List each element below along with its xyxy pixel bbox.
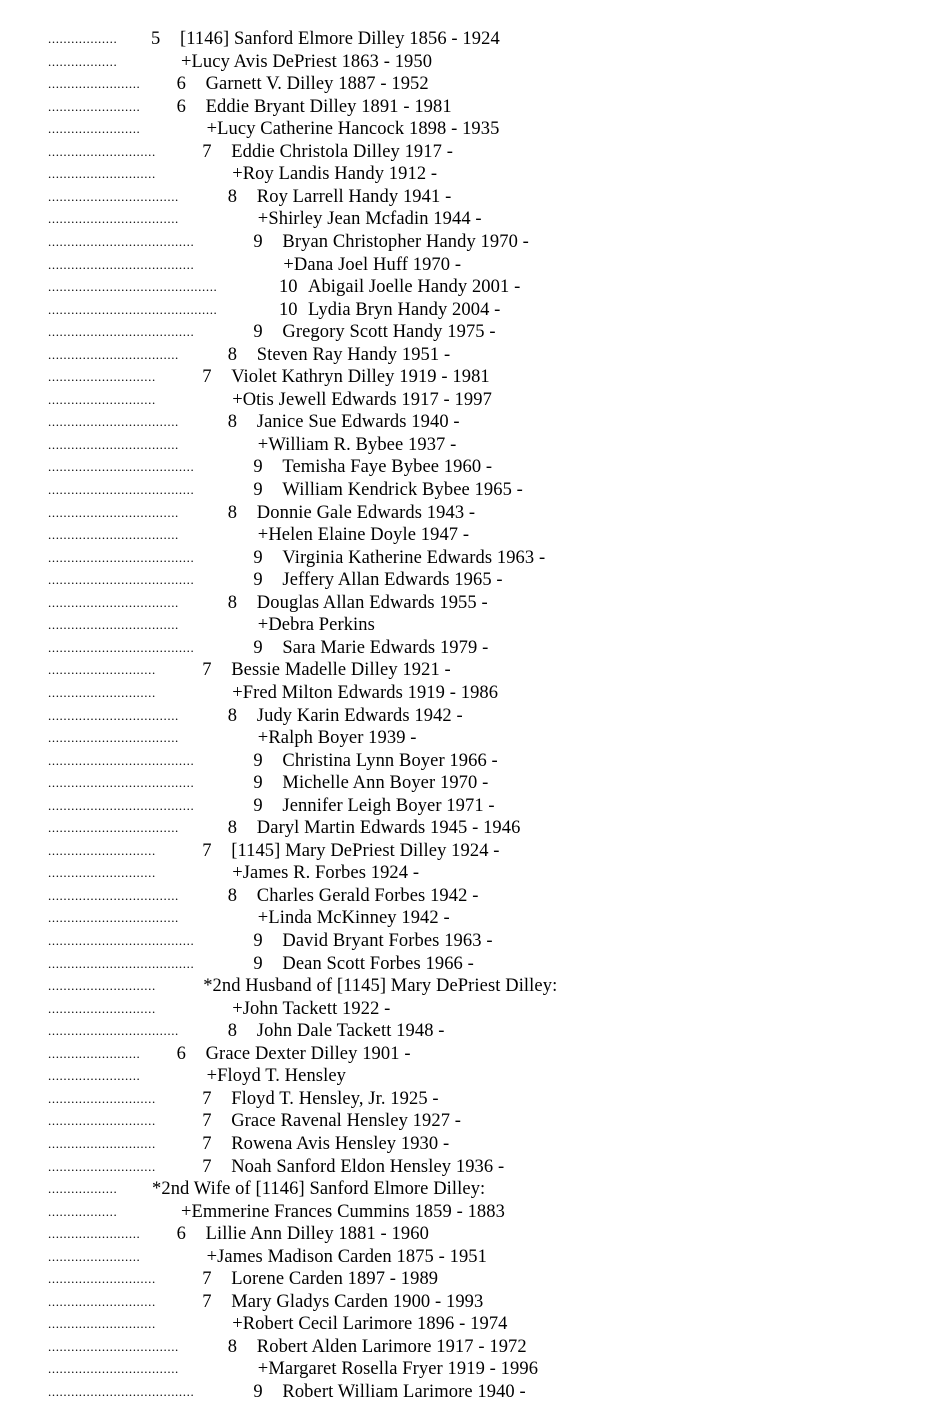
person-entry: Jeffery Allan Edwards 1965 -: [282, 570, 503, 591]
leader-dots: ..................................: [48, 188, 179, 204]
person-entry: Grace Dexter Dilley 1901 -: [205, 1043, 411, 1064]
person-entry: Eddie Bryant Dilley 1891 - 1981: [205, 96, 452, 117]
spouse-entry: +Margaret Rosella Fryer 1919 - 1996: [257, 1359, 539, 1380]
generation-number: 9: [253, 547, 263, 568]
leader-dots: ............................: [48, 1293, 156, 1309]
person-entry: Lydia Bryn Handy 2004 -: [308, 299, 501, 320]
leader-dots: ........................: [48, 1045, 141, 1061]
relationship-note: *2nd Wife of [1146] Sanford Elmore Dilley:: [152, 1179, 486, 1200]
generation-number: 9: [253, 480, 263, 500]
person-entry: Lorene Carden 1897 - 1989: [231, 1269, 439, 1290]
person-entry: Garnett V. Dilley 1887 - 1952: [205, 74, 429, 95]
person-entry: Virginia Katherine Edwards 1963 -: [282, 547, 546, 568]
person-entry: Abigail Joelle Handy 2001 -: [308, 277, 521, 298]
leader-dots: ............................: [48, 143, 156, 159]
leader-dots: ..................................: [48, 346, 179, 362]
leader-dots: ............................: [48, 662, 156, 678]
person-entry: Jennifer Leigh Boyer 1971 -: [282, 795, 495, 816]
leader-dots: ......................................: [48, 324, 195, 340]
leader-dots: ..................................: [48, 730, 179, 746]
generation-number: 8: [227, 592, 238, 613]
leader-dots: ......................................: [48, 639, 195, 655]
person-entry: Temisha Faye Bybee 1960 -: [282, 457, 493, 478]
person-entry: Gregory Scott Handy 1975 -: [282, 322, 496, 343]
spouse-entry: +Lucy Avis DePriest 1863 - 1950: [181, 51, 433, 72]
spouse-entry: +Dana Joel Huff 1970 -: [283, 254, 462, 275]
person-entry: Mary Gladys Carden 1900 - 1993: [231, 1291, 484, 1312]
spouse-entry: +James Madison Carden 1875 - 1951: [206, 1246, 487, 1267]
generation-number: 9: [253, 931, 263, 951]
generation-number: 8: [227, 1021, 238, 1042]
leader-dots: ........................: [48, 1068, 141, 1084]
generation-number: 7: [202, 1088, 212, 1109]
person-entry: Robert Alden Larimore 1917 - 1972: [256, 1336, 527, 1357]
person-entry: Donnie Gale Edwards 1943 -: [256, 502, 476, 523]
leader-dots: ............................: [48, 1113, 156, 1129]
generation-number: 9: [253, 570, 263, 591]
generation-number: 8: [227, 186, 238, 207]
person-entry: William Kendrick Bybee 1965 -: [282, 480, 523, 500]
spouse-entry: +Ralph Boyer 1939 -: [257, 728, 417, 749]
leader-dots: ......................................: [48, 752, 195, 768]
person-entry: Douglas Allan Edwards 1955 -: [256, 592, 488, 613]
spouse-entry: +Floyd T. Hensley: [206, 1066, 346, 1087]
leader-dots: ..................................: [48, 436, 179, 452]
generation-number: 8: [227, 705, 238, 726]
person-entry: Dean Scott Forbes 1966 -: [282, 953, 474, 974]
generation-number: 8: [227, 344, 238, 365]
spouse-entry: +Debra Perkins: [257, 615, 375, 636]
leader-dots: ............................: [48, 1316, 156, 1332]
leader-dots: ............................: [48, 978, 156, 994]
generation-number: 9: [253, 322, 263, 343]
person-entry: Eddie Christola Dilley 1917 -: [231, 141, 453, 162]
person-entry: Robert William Larimore 1940 -: [282, 1382, 526, 1402]
leader-dots: ..................: [48, 1181, 118, 1197]
spouse-entry: +Shirley Jean Mcfadin 1944 -: [257, 209, 482, 230]
leader-dots: ............................: [48, 1135, 156, 1151]
leader-dots: ............................: [48, 842, 156, 858]
spouse-entry: +Helen Elaine Doyle 1947 -: [257, 525, 470, 546]
person-entry: Daryl Martin Edwards 1945 - 1946: [256, 818, 521, 839]
person-entry: Lillie Ann Dilley 1881 - 1960: [205, 1224, 429, 1245]
leader-dots: ............................: [48, 1158, 156, 1174]
leader-dots: ..................................: [48, 1338, 179, 1354]
leader-dots: ........................: [48, 98, 141, 114]
spouse-entry: +William R. Bybee 1937 -: [257, 434, 457, 455]
generation-number: 10: [279, 277, 298, 298]
leader-dots: ........................: [48, 121, 141, 137]
leader-dots: ............................: [48, 166, 156, 182]
spouse-entry: +James R. Forbes 1924 -: [232, 863, 420, 884]
generation-number: 9: [253, 231, 263, 252]
generation-number: 9: [253, 637, 263, 658]
generation-number: 7: [202, 660, 212, 681]
person-entry: Sara Marie Edwards 1979 -: [282, 637, 489, 658]
person-entry: Bessie Madelle Dilley 1921 -: [231, 660, 451, 681]
leader-dots: ..................................: [48, 887, 179, 903]
spouse-entry: +Otis Jewell Edwards 1917 - 1997: [232, 389, 492, 410]
generation-number: 8: [227, 1336, 238, 1357]
leader-dots: ..................: [48, 31, 118, 46]
leader-dots: ......................................: [48, 1384, 195, 1399]
person-entry: Rowena Avis Hensley 1930 -: [231, 1133, 450, 1154]
generation-number: 9: [253, 953, 263, 974]
leader-dots: ......................................: [48, 955, 195, 971]
generation-number: 7: [202, 1111, 212, 1132]
generation-number: 6: [176, 1043, 186, 1064]
person-entry: Bryan Christopher Handy 1970 -: [282, 231, 529, 252]
person-entry: Christina Lynn Boyer 1966 -: [282, 750, 498, 771]
spouse-entry: +Roy Landis Handy 1912 -: [232, 164, 438, 185]
generation-number: 9: [253, 773, 263, 794]
leader-dots: ..................................: [48, 414, 179, 430]
leader-dots: ......................................: [48, 797, 195, 813]
leader-dots: ............................: [48, 684, 156, 700]
leader-dots: ..................................: [48, 910, 179, 926]
person-entry: Grace Ravenal Hensley 1927 -: [231, 1111, 462, 1132]
leader-dots: ......................................: [48, 233, 195, 249]
generation-number: 7: [202, 1133, 212, 1154]
leader-dots: ............................: [48, 369, 156, 385]
leader-dots: ........................: [48, 76, 141, 92]
leader-dots: ......................................: [48, 459, 195, 475]
leader-dots: ..................................: [48, 527, 179, 543]
leader-dots: ..................: [48, 53, 118, 69]
person-entry: Michelle Ann Boyer 1970 -: [282, 773, 489, 794]
person-entry: [1146] Sanford Elmore Dilley 1856 - 1924: [180, 29, 500, 49]
generation-number: 7: [202, 840, 212, 861]
person-entry: [1145] Mary DePriest Dilley 1924 -: [231, 840, 500, 861]
generation-number: 9: [253, 457, 263, 478]
spouse-entry: +Robert Cecil Larimore 1896 - 1974: [232, 1314, 508, 1335]
leader-dots: ..................................: [48, 594, 179, 610]
spouse-entry: +Emmerine Frances Cummins 1859 - 1883: [181, 1201, 505, 1222]
leader-dots: ............................................: [48, 301, 218, 317]
leader-dots: ............................: [48, 1090, 156, 1106]
leader-dots: ............................: [48, 1000, 156, 1016]
person-entry: Roy Larrell Handy 1941 -: [256, 186, 452, 207]
leader-dots: ..................................: [48, 617, 179, 633]
leader-dots: ......................................: [48, 482, 195, 497]
leader-dots: ............................................: [48, 279, 218, 295]
generation-number: 9: [253, 795, 263, 816]
generation-number: 7: [202, 1291, 212, 1312]
spouse-entry: +Linda McKinney 1942 -: [257, 908, 450, 929]
spouse-entry: +Lucy Catherine Hancock 1898 - 1935: [206, 119, 500, 140]
person-entry: David Bryant Forbes 1963 -: [282, 931, 493, 951]
spouse-entry: +John Tackett 1922 -: [232, 998, 391, 1019]
leader-dots: ..................................: [48, 707, 179, 723]
leader-dots: ..................: [48, 1203, 118, 1219]
leader-dots: ..................................: [48, 1023, 179, 1039]
person-entry: Noah Sanford Eldon Hensley 1936 -: [231, 1156, 505, 1177]
relationship-note: *2nd Husband of [1145] Mary DePriest Dilley:: [203, 976, 558, 997]
person-entry: Floyd T. Hensley, Jr. 1925 -: [231, 1088, 439, 1109]
generation-number: 7: [202, 1269, 212, 1290]
leader-dots: ..................................: [48, 504, 179, 520]
generation-number: 6: [176, 74, 186, 95]
leader-dots: ..................................: [48, 820, 179, 836]
leader-dots: ......................................: [48, 256, 195, 272]
generation-number: 10: [279, 299, 298, 320]
person-entry: John Dale Tackett 1948 -: [256, 1021, 445, 1042]
person-entry: Charles Gerald Forbes 1942 -: [256, 885, 479, 906]
leader-dots: ......................................: [48, 933, 195, 948]
generation-number: 7: [202, 141, 212, 162]
leader-dots: ..................................: [48, 211, 179, 227]
leader-dots: ......................................: [48, 572, 195, 588]
leader-dots: ........................: [48, 1248, 141, 1264]
leader-dots: ............................: [48, 391, 156, 407]
generation-number: 9: [253, 1382, 263, 1402]
person-entry: Judy Karin Edwards 1942 -: [256, 705, 463, 726]
leader-dots: ......................................: [48, 775, 195, 791]
leader-dots: ..................................: [48, 1361, 179, 1377]
leader-dots: ......................................: [48, 549, 195, 565]
generation-number: 7: [202, 367, 212, 388]
generation-number: 7: [202, 1156, 212, 1177]
generation-number: 8: [227, 412, 238, 433]
generation-number: 9: [253, 750, 263, 771]
person-entry: Steven Ray Handy 1951 -: [256, 344, 451, 365]
leader-dots: ............................: [48, 1271, 156, 1287]
generation-number: 8: [227, 502, 238, 523]
leader-dots: ............................: [48, 865, 156, 881]
generation-number: 5: [151, 29, 161, 49]
spouse-entry: +Fred Milton Edwards 1919 - 1986: [232, 682, 499, 703]
generation-number: 8: [227, 818, 238, 839]
person-entry: Janice Sue Edwards 1940 -: [256, 412, 460, 433]
generation-number: 8: [227, 885, 238, 906]
generation-number: 6: [176, 1224, 186, 1245]
leader-dots: ........................: [48, 1226, 141, 1242]
generation-number: 6: [176, 96, 186, 117]
person-entry: Violet Kathryn Dilley 1919 - 1981: [231, 367, 490, 388]
